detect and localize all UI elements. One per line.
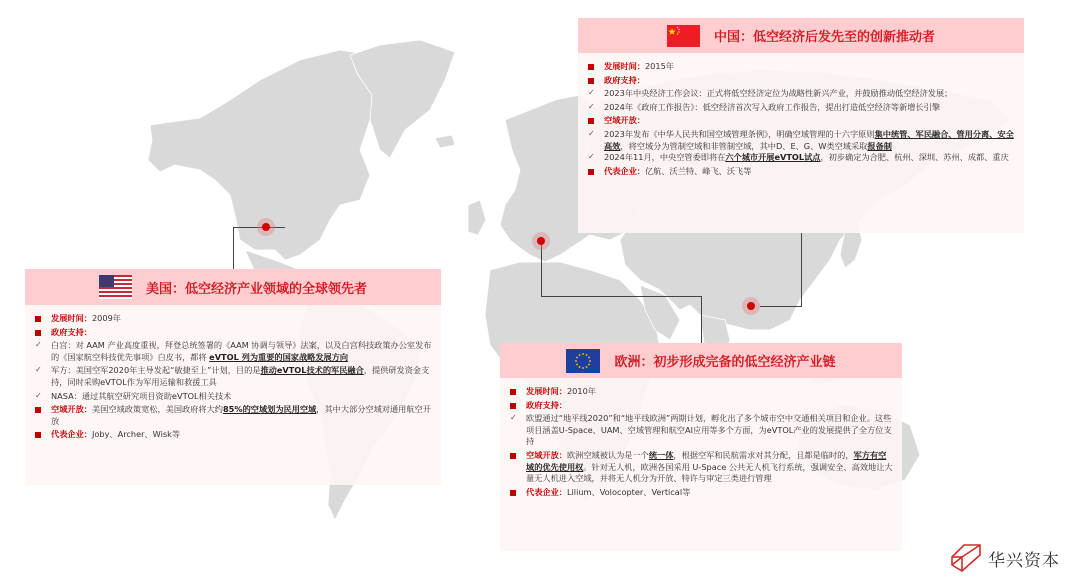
china-card-title: 中国：低空经济后发先至的创新推动者: [713, 30, 935, 45]
china-connector-v: [801, 233, 802, 307]
china-flag-icon: [667, 25, 700, 47]
usa-companies: 代表企业：Joby、Archer、Wisk等: [35, 429, 433, 441]
usa-gov-label: 政府支持：: [35, 327, 433, 339]
usa-dev-time: 发展时间：2009年: [35, 313, 433, 325]
usa-connector-v: [233, 227, 234, 269]
list-item: ✓ 欧盟通过“地平线2020”和“地平线欧洲”两期计划，孵化出了多个城市空中交通相关项目和企业。这些项目涵盖U-Space、UAM、空域管理和航空AI应用等多个方面，为eVTOL产业的发展提供了全方位支持: [510, 413, 892, 447]
usa-card-header: [25, 269, 441, 305]
checkmark-icon: ✓: [588, 128, 595, 138]
bullet-square-icon: [588, 118, 594, 124]
usa-card-body: [25, 305, 441, 449]
checkmark-icon: ✓: [35, 390, 42, 400]
europe-connector-v2: [701, 296, 702, 343]
eu-flag-icon: [566, 349, 600, 373]
brand-logo: [950, 543, 1060, 573]
europe-marker[interactable]: [532, 232, 550, 250]
list-item: ✓ 军方：美国空军2020年主导发起“敏捷至上”计划，目的是推动eVTOL技术的军民融合，提供研发资金支持，同时采购eVTOL作为军用运输和救援工具: [35, 365, 430, 387]
europe-airspace: 空域开放：欧洲空域被认为是一个统一体，根据空军和民航需求对其分配，且都是临时的，军方有空域的优先使用权。针对无人机，欧洲各国采用 U-Space 公共无人机飞行系统，强调安全、高效地让大量无人机进入空域，并将无人机分为开放、特许与审定三类进行管理: [510, 450, 894, 485]
china-airspace-label: 空域开放：: [588, 115, 1016, 127]
europe-dev-time: 发展时间：2010年: [510, 386, 894, 398]
china-card-header: [578, 18, 1024, 53]
china-gov-label: 政府支持：: [588, 75, 1016, 87]
china-card-body: [578, 53, 1024, 185]
europe-card-title: 欧洲：初步形成完备的低空经济产业链: [614, 355, 836, 370]
bullet-square-icon: [588, 64, 594, 70]
checkmark-icon: ✓: [35, 365, 42, 375]
bullet-square-icon: [35, 316, 41, 322]
europe-connector-v1: [541, 244, 542, 296]
bullet-square-icon: [510, 403, 516, 409]
bullet-square-icon: [35, 407, 41, 413]
bullet-square-icon: [510, 453, 516, 459]
china-marker[interactable]: [742, 297, 760, 315]
bullet-square-icon: [588, 169, 594, 175]
bullet-square-icon: [588, 78, 594, 84]
list-item: ✓ 2024年11月，中央空管委即将在六个城市开展eVTOL试点，初步确定为合肥、杭州、深圳、苏州、成都、重庆: [588, 152, 1009, 163]
europe-card-header: [500, 343, 902, 378]
usa-airspace: 空域开放：美国空域政策宽松，美国政府将大约85%的空域划为民用空域，其中大部分空域对通用航空开放: [35, 404, 433, 427]
europe-card: [500, 343, 902, 551]
usa-marker[interactable]: [257, 218, 275, 236]
europe-gov-label: 政府支持：: [510, 400, 894, 412]
checkmark-icon: ✓: [510, 413, 517, 423]
list-item: ✓ 2023年发布《中华人民共和国空域管理条例》，明确空域管理的十六字原则集中统管、军民融合、管用分离、安全高效，将空域分为管制空域和非管制空域，其中D、E、G、W类空域采取报备制: [588, 128, 1014, 151]
usa-card: [25, 269, 441, 485]
usa-card-title: 美国：低空经济产业领域的全球领先者: [145, 281, 367, 297]
bullet-square-icon: [510, 490, 516, 496]
list-item: ✓ 白宫：对 AAM 产业高度重视，拜登总统签署的《AAM 协调与领导》法案，以及白宫科技政策办公室发布的《国家航空科技优先事项》白皮书，都将 eVTOL 列为重要的国家战略发展方向: [35, 340, 432, 362]
china-connector-h: [760, 306, 802, 307]
europe-card-body: [500, 378, 902, 506]
checkmark-icon: ✓: [588, 88, 595, 98]
us-flag-icon: [99, 275, 132, 299]
china-card: [578, 18, 1024, 233]
china-companies: 代表企业：亿航、沃兰特、峰飞、沃飞等: [588, 166, 1016, 178]
list-item: ✓ 2024年《政府工作报告》：低空经济首次写入政府工作报告，提出打造低空经济等新增长引擎: [588, 101, 941, 112]
europe-companies: 代表企业：Lilium、Volocopter、Vertical等: [510, 487, 894, 499]
checkmark-icon: ✓: [588, 152, 595, 162]
huaxing-logo-icon: [950, 543, 982, 573]
brand-name: 华兴资本: [988, 550, 1060, 571]
checkmark-icon: ✓: [588, 101, 595, 111]
checkmark-icon: ✓: [35, 340, 42, 350]
bullet-square-icon: [35, 330, 41, 336]
europe-connector-h: [541, 296, 702, 297]
bullet-square-icon: [35, 432, 41, 438]
list-item: ✓ 2023年中央经济工作会议：正式将低空经济定位为战略性新兴产业，并鼓励推动低空经济发展；: [588, 88, 953, 99]
list-item: ✓ NASA：通过其航空研究项目资助eVTOL相关技术: [35, 390, 232, 401]
bullet-square-icon: [510, 389, 516, 395]
china-dev-time: 发展时间：2015年: [588, 61, 1016, 73]
